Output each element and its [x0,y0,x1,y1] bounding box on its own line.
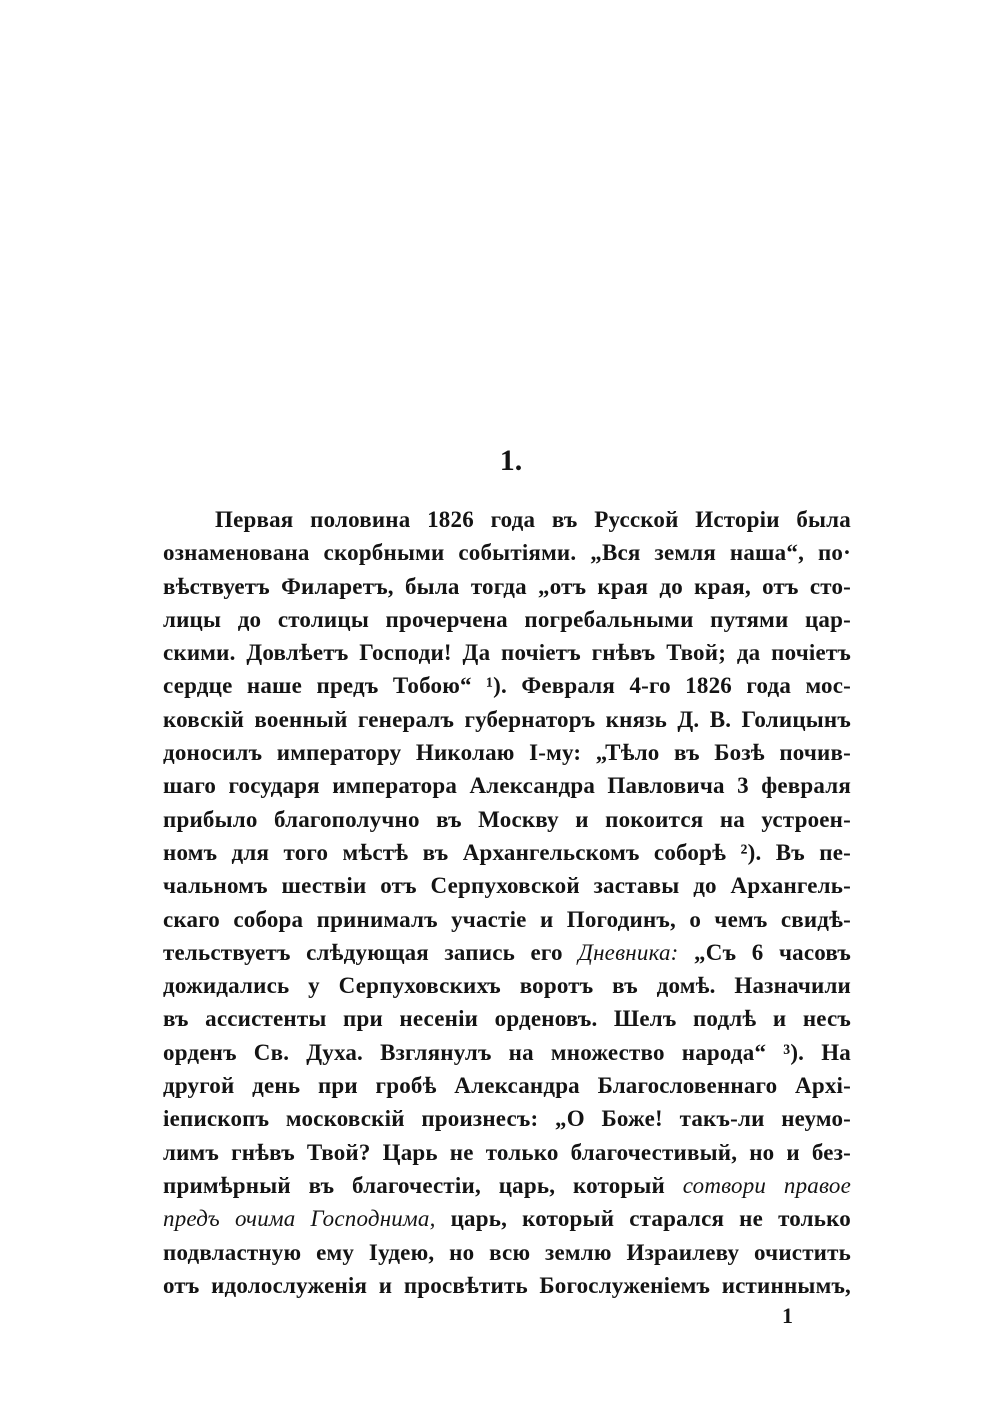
text-line [163,836,851,869]
italic-text: предъ очима Господнима, [163,1206,436,1232]
text-line [163,869,851,902]
text-line [163,1036,851,1069]
text-segment: другой день при гробѣ Александра Благословеннаго Архі- [163,1073,851,1099]
text-segment: номъ для того мѣстѣ въ Архангельскомъ соборѣ ²). Въ пе- [163,839,851,865]
text-segment: чальномъ шествіи отъ Серпуховской заставы до Архангель- [163,873,851,899]
text-line [163,1169,851,1202]
text-line [163,1136,851,1169]
text-line [163,669,851,702]
text-line [163,503,851,536]
text-line [163,1102,851,1135]
text-segment: ознаменована скорбными событіями. „Вся земля наша“, по· [163,540,851,566]
text-segment: скаго собора принималъ участіе и Погодинъ, о чемъ свидѣ- [163,906,851,932]
text-line [163,769,851,802]
text-line [163,936,851,969]
italic-text: сотвори правое [682,1172,851,1198]
page-number: 1 [782,1303,793,1328]
italic-text: Дневника: [578,939,679,965]
text-line [163,603,851,636]
text-segment: прибыло благополучно въ Москву и покоится на устроен- [163,806,851,832]
text-segment: сердце наше предъ Тобою“ ¹). Февраля 4-го 1826 года мос- [163,673,851,699]
text-line [163,703,851,736]
text-line [163,903,851,936]
text-segment: скими. Довлѣетъ Господи! Да почіетъ гнѣвъ Твой; да почіетъ [163,640,851,666]
text-line [163,1269,851,1302]
text-segment: дожидались у Серпуховскихъ воротъ въ домѣ. Назначили [163,973,851,999]
text-line [163,570,851,603]
text-segment: отъ идолослуженія и просвѣтить Богослуженіемъ истиннымъ, [163,1272,851,1298]
text-segment: ковскій военный генералъ губернаторъ князь Д. В. Голицынъ [163,706,851,732]
text-segment: лицы до столицы прочерчена погребальными путями цар- [163,606,851,632]
text-segment: вѣствуетъ Филаретъ, была тогда „отъ края до края, отъ сто- [163,573,851,599]
text-line [163,736,851,769]
text-line [163,803,851,836]
text-segment: Первая половина 1826 года въ Русской Исторіи была [215,507,851,532]
text-segment: царь, который старался не только [435,1206,851,1232]
text-line [163,636,851,669]
text-line [163,969,851,1002]
text-segment: „Съ 6 часовъ [678,939,852,965]
text-line [163,1236,851,1269]
text-segment: подвластную ему Іудею, но всю землю Израилеву очистить [163,1239,851,1265]
text-segment: доносилъ императору Николаю I-му: „Тѣло въ Бозѣ почив- [163,740,851,766]
text-line [163,1202,851,1235]
text-segment: шаго государя императора Александра Павловича 3 февраля [163,773,851,799]
text-line [163,1069,851,1102]
text-segment: орденъ Св. Духа. Взглянулъ на множество народа“ ³). На [163,1039,851,1065]
text-line [163,536,851,569]
text-line [163,1002,851,1035]
text-segment: примѣрный въ благочестіи, царь, который [163,1172,683,1198]
text-segment: въ ассистенты при несеніи орденовъ. Шелъ подлѣ и несъ [163,1006,851,1032]
text-segment: лимъ гнѣвъ Твой? Царь не только благочестивый, но и без- [163,1139,851,1165]
chapter-heading: 1. [499,444,523,477]
body-text [163,503,851,1302]
text-segment: іепископъ московскій произнесъ: „О Боже! такъ-ли неумо- [163,1106,851,1132]
text-segment: тельствуетъ слѣдующая запись его [163,939,579,965]
